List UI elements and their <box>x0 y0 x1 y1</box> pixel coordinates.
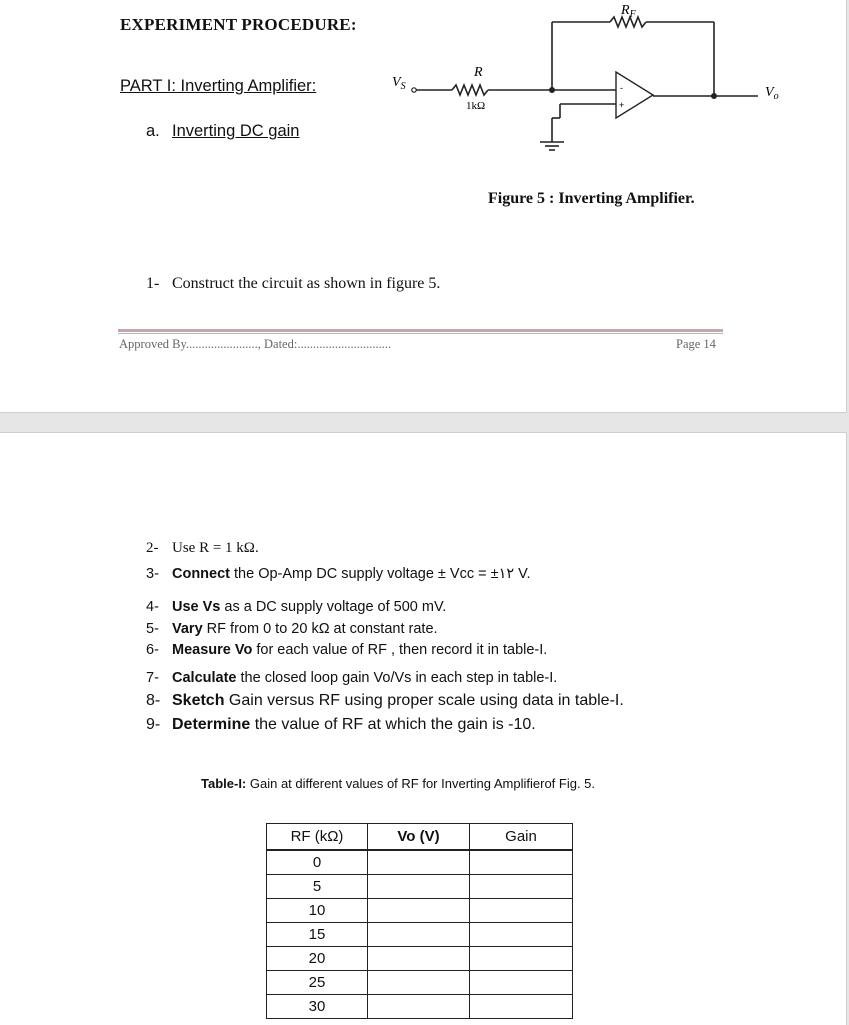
footer-divider-thin <box>118 333 723 334</box>
header-rf: RF (kΩ) <box>267 824 368 851</box>
step-text: Construct the circuit as shown in figure 5. <box>172 275 441 292</box>
gain-cell[interactable] <box>470 899 573 923</box>
step-lead: Connect <box>172 566 230 582</box>
input-terminal <box>412 88 416 92</box>
input-label: $V_S$ <box>392 75 406 92</box>
step-text: Use R = 1 kΩ. <box>172 540 259 556</box>
step-lead: Sketch <box>172 692 225 709</box>
vo-cell[interactable] <box>368 971 470 995</box>
vo-cell[interactable] <box>368 875 470 899</box>
step-1 <box>146 275 440 293</box>
step-lead: Use Vs <box>172 599 221 615</box>
vo-cell[interactable] <box>368 899 470 923</box>
step-text: for each value of RF , then record it in table-I. <box>252 642 548 658</box>
table-row <box>267 850 573 875</box>
vo-cell[interactable] <box>368 923 470 947</box>
sub-item-label: Inverting DC gain <box>172 122 300 140</box>
step-8 <box>146 692 624 710</box>
table-row <box>267 995 573 1019</box>
rf-cell: 25 <box>267 971 368 995</box>
inverting-node-dot <box>549 87 555 93</box>
step-number: 6- <box>146 642 159 658</box>
feedback-label: $R_F$ <box>621 3 636 20</box>
step-3 <box>146 566 531 582</box>
step-text: Gain versus RF using proper scale using data in table-I. <box>224 692 624 709</box>
vo-cell[interactable] <box>368 850 470 875</box>
header-gain: Gain <box>470 824 573 851</box>
step-text: the value of RF at which the gain is -10. <box>250 716 536 733</box>
step-text: as a DC supply voltage of 500 mV. <box>220 599 447 615</box>
gain-table <box>266 823 573 1019</box>
step-6 <box>146 642 547 658</box>
rf-cell: 5 <box>267 875 368 899</box>
figure-caption: Figure 5 : Inverting Amplifier. <box>488 190 695 207</box>
resistor-label: R <box>474 65 483 80</box>
gain-cell[interactable] <box>470 850 573 875</box>
step-number: 5- <box>146 621 159 637</box>
step-7 <box>146 670 557 686</box>
table-row <box>267 923 573 947</box>
step-number: 4- <box>146 599 159 615</box>
step-number: 3- <box>146 566 159 582</box>
section-heading: EXPERIMENT PROCEDURE: <box>120 15 357 34</box>
page-number: Page 14 <box>676 337 716 351</box>
step-text: the closed loop gain Vo/Vs in each step in table-I. <box>236 670 558 686</box>
gain-cell[interactable] <box>470 923 573 947</box>
step-4 <box>146 599 446 615</box>
sub-item-marker: a. <box>146 122 160 140</box>
output-node-dot <box>711 93 717 99</box>
part-title: PART I: Inverting Amplifier: <box>120 77 317 95</box>
header-vo: Vo (V) <box>368 824 470 851</box>
step-text: RF from 0 to 20 kΩ at constant rate. <box>202 621 438 637</box>
step-9 <box>146 716 536 734</box>
table-caption-text: Gain at different values of RF for Inverting Amplifierof Fig. 5. <box>246 776 596 791</box>
table-row <box>267 899 573 923</box>
approval-line: Approved By......................., Dated:.............................. <box>119 337 392 351</box>
input-resistor <box>452 85 488 95</box>
resistor-value: 1kΩ <box>466 100 486 112</box>
op-amp-plus: + <box>619 100 625 110</box>
op-amp-symbol <box>616 72 653 118</box>
inverting-amplifier-circuit <box>380 0 800 170</box>
step-5 <box>146 621 438 637</box>
rf-cell: 0 <box>267 850 368 875</box>
step-number: 8- <box>146 692 161 709</box>
rf-cell: 10 <box>267 899 368 923</box>
gain-cell[interactable] <box>470 947 573 971</box>
step-lead: Vary <box>172 621 203 637</box>
step-text: the Op-Amp DC supply voltage ± Vcc = ±١٢ V. <box>230 566 531 582</box>
vo-cell[interactable] <box>368 995 470 1019</box>
rf-cell: 20 <box>267 947 368 971</box>
output-label: $V_o$ <box>765 85 779 102</box>
step-number: 2- <box>146 540 159 556</box>
table-row <box>267 875 573 899</box>
vo-cell[interactable] <box>368 947 470 971</box>
document-page-1 <box>0 0 847 413</box>
step-number: 1- <box>146 275 160 292</box>
feedback-resistor <box>610 17 646 27</box>
table-row <box>267 947 573 971</box>
step-lead: Determine <box>172 716 251 733</box>
footer-divider <box>118 329 723 332</box>
gain-cell[interactable] <box>470 875 573 899</box>
table-caption-lead: Table-I: <box>201 776 247 791</box>
table-header-row <box>267 824 573 851</box>
rf-cell: 15 <box>267 923 368 947</box>
rf-cell: 30 <box>267 995 368 1019</box>
step-number: 7- <box>146 670 159 686</box>
step-number: 9- <box>146 716 161 733</box>
table-caption <box>201 776 595 791</box>
step-lead: Calculate <box>172 670 237 686</box>
table-row <box>267 971 573 995</box>
gain-cell[interactable] <box>470 971 573 995</box>
gain-cell[interactable] <box>470 995 573 1019</box>
ground-icon <box>540 142 564 150</box>
step-2 <box>146 540 259 557</box>
step-lead: Measure Vo <box>172 642 253 658</box>
op-amp-minus: - <box>620 83 623 93</box>
